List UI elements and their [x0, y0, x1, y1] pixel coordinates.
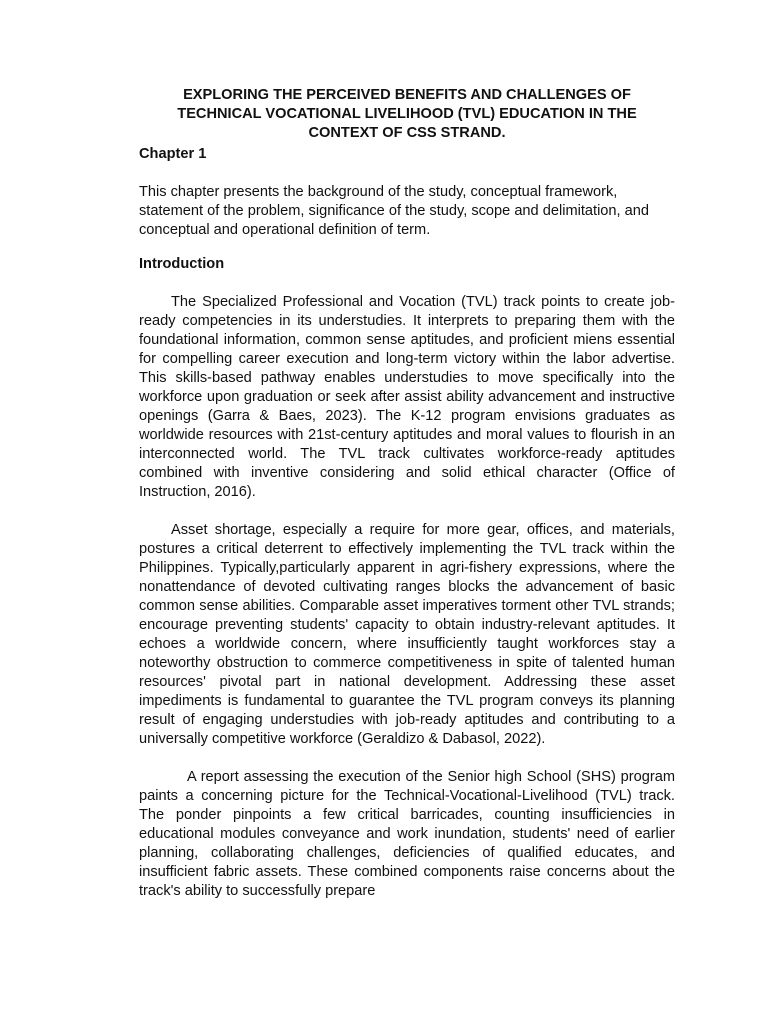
body-paragraph: A report assessing the execution of the Senior high School (SHS) program paints a concerning picture for the Technical-Vocational-Livelihood (TVL) track. The ponder pinpoints a few critical barricades, counting insufficiencies in educational modules conveyance and work inundation, students' need of earlier planning, collaborating challenges, deficiencies of qualified educates, and insufficient fabric assets. These combined components raise concerns about the track's ability to successfully prepare	[139, 769, 675, 899]
section-heading: Introduction	[139, 256, 225, 272]
body-paragraph: Asset shortage, especially a require for more gear, offices, and materials, postures a critical deterrent to effectively implementing the TVL track within the Philippines. Typically,particularly apparent in agri-fishery expressions, where the nonattendance of devoted cultivating ranges blocks the advancement of basic common sense abilities. Comparable asset imperatives torment other TVL strands; encourage preventing students' capacity to obtain industry-relevant aptitudes. It echoes a worldwide concern, where insufficiently taught workforces stay a noteworthy obstruction to commerce competitiveness in spite of talented human resources' pivotal part in national development. Addressing these asset impediments is fundamental to guarantee the TVL program conveys its planning result of engaging understudies with job-ready aptitudes and contributing to a universally competitive workforce (Geraldizo & Dabasol, 2022).	[139, 522, 675, 747]
document-page	[139, 86, 675, 901]
chapter-summary: This chapter presents the background of the study, conceptual framework, statement of the problem, significance of the study, scope and delimitation, and conceptual and operational definition of term.	[139, 184, 649, 238]
document-title: EXPLORING THE PERCEIVED BENEFITS AND CHALLENGES OF TECHNICAL VOCATIONAL LIVELIHOOD (TVL) EDUCATION IN THE CONTEXT OF CSS STRAND.	[177, 87, 637, 141]
body-paragraph: The Specialized Professional and Vocation (TVL) track points to create job-ready competencies in its understudies. It interprets to preparing them with the foundational information, common sense aptitudes, and proficient miens essential for compelling career execution and long-term victory within the labor advertise. This skills-based pathway enables understudies to move specifically into the workforce upon graduation or seek after assist ability advancement and instructive openings (Garra & Baes, 2023). The K-12 program envisions graduates as worldwide resources with 21st-century aptitudes and moral values to flourish in an interconnected world. The TVL track cultivates workforce-ready aptitudes combined with inventive considering and solid ethical character (Office of Instruction, 2016).	[139, 294, 675, 500]
chapter-label: Chapter 1	[139, 146, 207, 162]
